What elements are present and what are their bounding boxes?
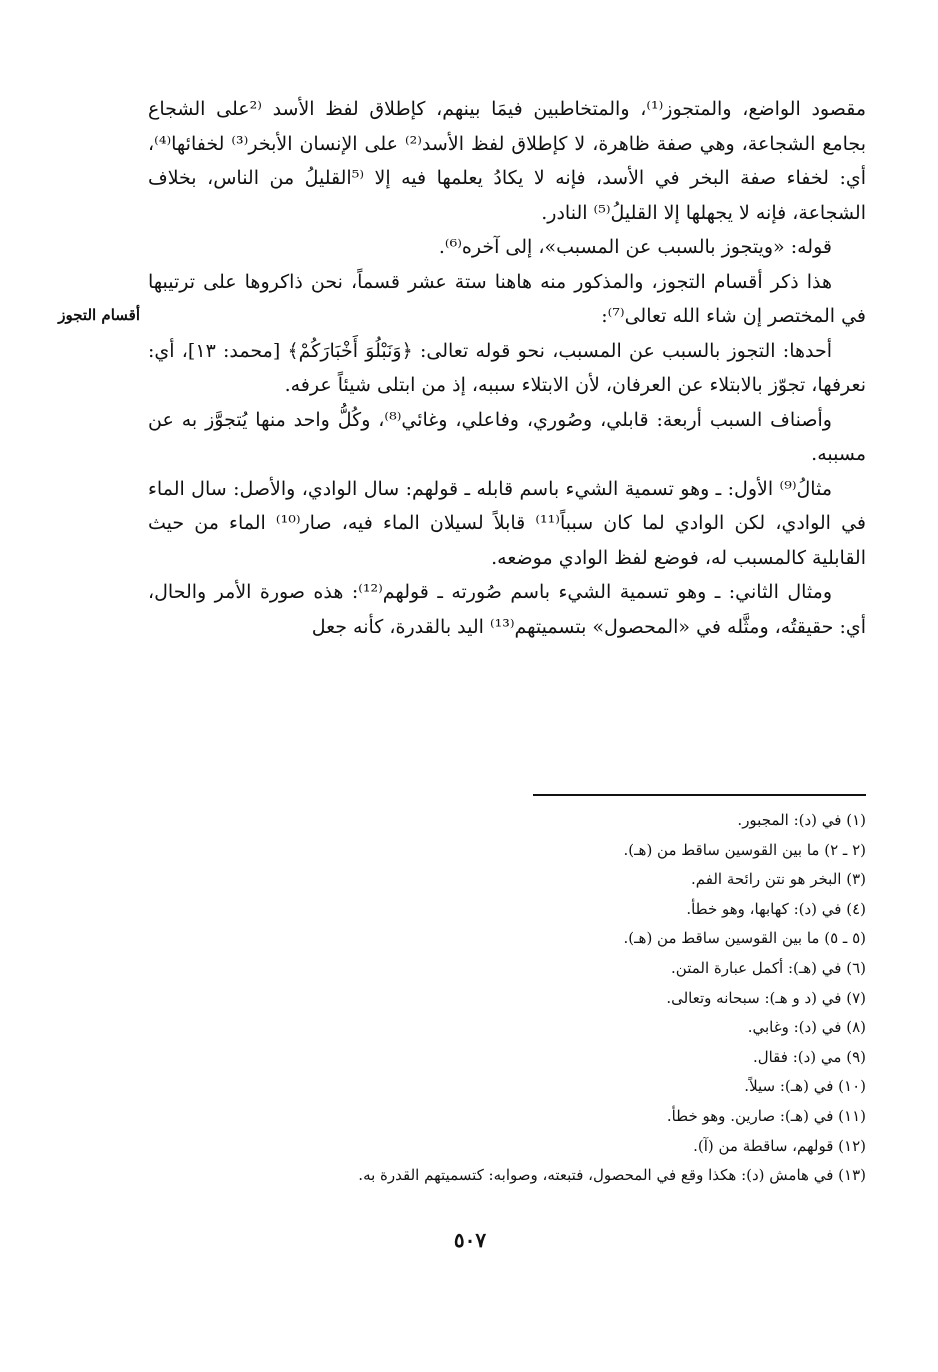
paragraph-7: ومثال الثاني: ـ وهو تسمية الشيء باسم صُورته ـ قولهم⁽¹²⁾: هذه صورة الأمر والحال، أي: حقيقتُه، ومثَّله في «المحصول» بتسميتهم⁽¹³⁾ اليد بالقدرة، كأنه جعل xyxy=(148,581,866,638)
footnote-6: (٦) في (هـ): أكمل عبارة المتن. xyxy=(671,958,866,977)
main-text xyxy=(148,92,866,644)
paragraph-1: مقصود الواضع، والمتجوز⁽¹⁾، والمتخاطبين فيمَا بينهم، كإطلاق لفظ الأسد ⁽²على الشجاع بجامع الشجاعة، وهي صفة ظاهرة، لا كإطلاق لفظ الأسد⁽²⁾ على الإنسان الأبخر⁽³⁾ لخفائها⁽⁴⁾، أي: لخفاء صفة البخر في الأسد، فإنه لا يكادُ يعلمها فيه إلا ⁽⁵القليلُ من الناس، بخلاف الشجاعة، فإنه لا يجهلها إلا القليلُ⁽⁵⁾ النادر. xyxy=(148,98,866,224)
page-number: ٥٠٧ xyxy=(453,1228,487,1252)
paragraph-2: قوله: «ويتجوز بالسبب عن المسبب»، إلى آخره⁽⁶⁾. xyxy=(438,236,832,258)
footnote-13: (١٣) في هامش (د): هكذا وقع في المحصول، فتبعته، وصوابه: كتسميتهم القدرة به. xyxy=(358,1166,866,1185)
paragraph-4: أحدها: التجوز بالسبب عن المسبب، نحو قوله تعالى: ﴿وَنَبْلُوَ أَخْبَارَكُمْ﴾ [محمد: ١٣]، أي: نعرفها، تجوّز بالابتلاء عن العرفان، لأن الابتلاء سببه، إذ من ابتلى شيئاً عرفه. xyxy=(148,339,866,396)
footnote-8: (٨) في (د): وغابي. xyxy=(747,1018,866,1037)
footnote-1: (١) في (د): المجبور. xyxy=(737,811,866,829)
footnote-12: (١٢) قولهم، ساقطة من (آ). xyxy=(693,1136,866,1155)
footnote-5: (٥ ـ ٥) ما بين القوسين ساقط من (هـ). xyxy=(623,929,866,948)
paragraph-6: مثالُ⁽⁹⁾ الأول: ـ وهو تسمية الشيء باسم قابله ـ قولهم: سال الوادي، والأصل: سال الماء في الوادي، لكن الوادي لما كان سبباً⁽¹¹⁾ قابلاً لسيلان الماء فيه، صار⁽¹⁰⁾ الماء من حيث القابلية كالمسبب له، فوضع لفظ الوادي موضعه. xyxy=(148,477,866,569)
margin-heading: أقسام التجوز xyxy=(58,306,140,324)
footnote-11: (١١) في (هـ): صارين. وهو خطأ. xyxy=(666,1106,866,1125)
footnote-7: (٧) في (د و هـ): سبحانه وتعالى. xyxy=(666,988,866,1007)
footnote-10: (١٠) في (هـ): سيلاً. xyxy=(744,1077,866,1096)
footnotes xyxy=(150,806,866,1191)
footnote-2: (٢ ـ ٢) ما بين القوسين ساقط من (هـ). xyxy=(623,840,866,859)
paragraph-5: وأصناف السبب أربعة: قابلي، وصُوري، وفاعلي، وغائي⁽⁸⁾، وكُلُّ واحد منها يُتجوَّز به عن مسببه. xyxy=(148,408,866,465)
paragraph-3: هذا ذكر أقسام التجوز، والمذكور منه هاهنا ستة عشر قسماً، نحن ذاكروها على ترتيبها في المختصر إن شاء الله تعالى⁽⁷⁾: xyxy=(148,270,866,327)
footnote-divider xyxy=(533,794,866,796)
footnote-3: (٣) البخر هو نتن رائحة الفم. xyxy=(690,870,866,889)
footnote-4: (٤) في (د): كهابها، وهو خطأ. xyxy=(686,899,866,918)
footnote-9: (٩) مي (د): فقال. xyxy=(752,1047,866,1066)
